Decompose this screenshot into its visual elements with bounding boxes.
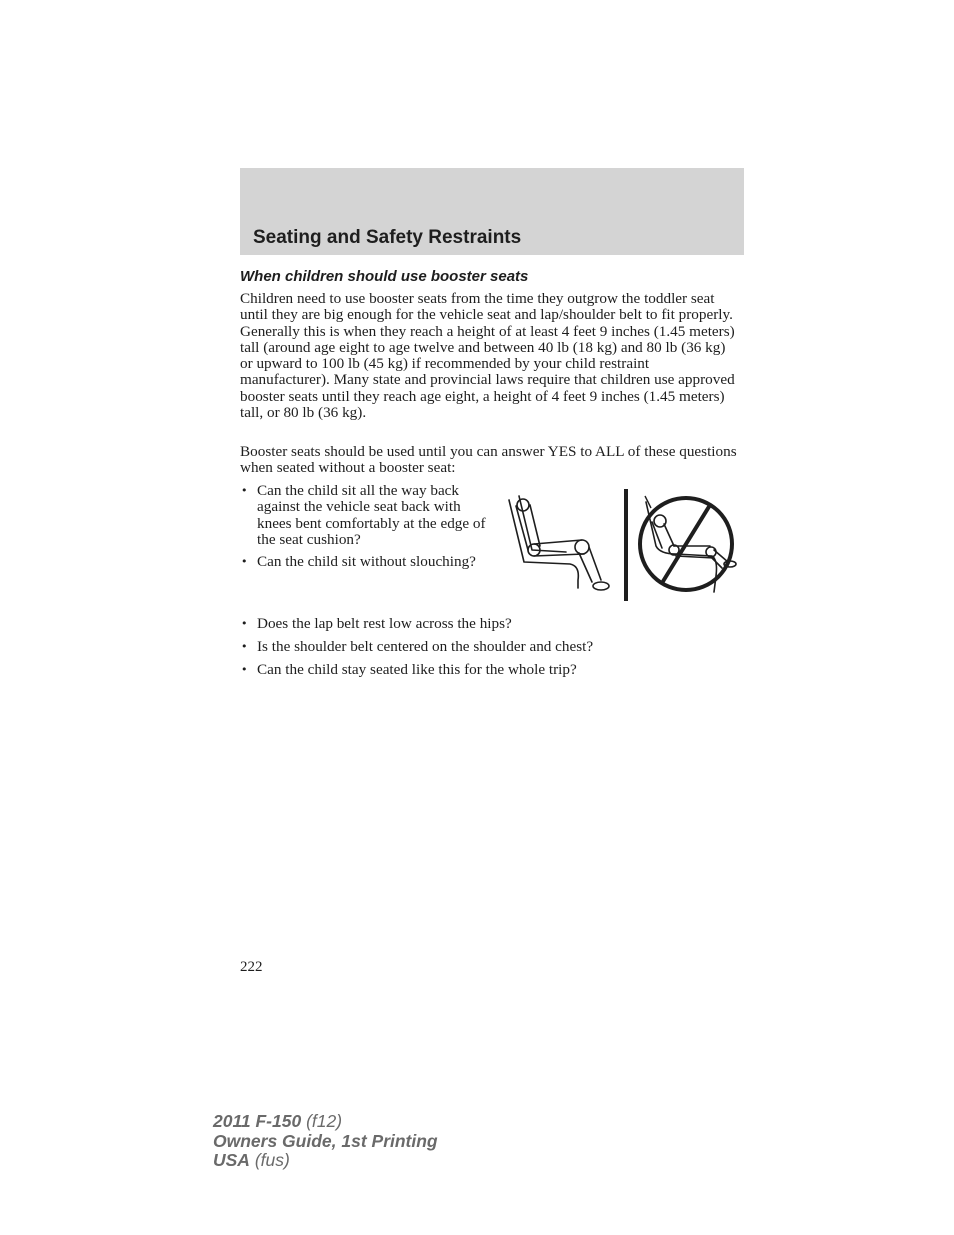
bullet-list-bottom bbox=[240, 616, 740, 685]
footer-line-market bbox=[213, 1151, 438, 1171]
divider-bar bbox=[624, 489, 628, 601]
footer-model-code: (f12) bbox=[306, 1111, 343, 1131]
correct-seating-figure bbox=[509, 496, 609, 590]
footer-edition: Owners Guide, 1st Printing bbox=[213, 1130, 438, 1151]
prohibition-icon bbox=[640, 498, 732, 590]
list-item: • Can the child sit all the way back against the vehicle seat back with knees bent comfortably at the edge of the seat cushion? bbox=[240, 483, 492, 548]
subheading: When children should use booster seats bbox=[240, 268, 529, 285]
footer-line-edition bbox=[213, 1132, 438, 1152]
list-item: • Can the child stay seated like this for the whole trip? bbox=[240, 662, 740, 678]
list-item: • Can the child sit without slouching? bbox=[240, 554, 492, 570]
footer-document-info bbox=[213, 1112, 438, 1171]
footer-market-code: (fus) bbox=[254, 1150, 290, 1170]
booster-seat-illustration bbox=[506, 488, 742, 602]
list-item: • Is the shoulder belt centered on the shoulder and chest? bbox=[240, 639, 740, 655]
list-item: • Does the lap belt rest low across the hips? bbox=[240, 616, 740, 632]
paragraph-intro: Children need to use booster seats from the time they outgrow the toddler seat until they are big enough for the vehicle seat and lap/shoulder belt to fit properly. Generally this is when they reach a height of at least 4 feet 9 inches (1.45 meters) tall (around age eight to age twelve and between 40 lb (18 kg) and 80 lb (36 kg) or upward to 100 lb (45 kg) if recommended by your child restraint manufacturer). Many state and provincial laws require that children use approved booster seats until they reach age eight, a height of 4 feet 9 inches (1.45 meters) tall, or 80 lb (36 kg). bbox=[240, 290, 735, 422]
section-title: Seating and Safety Restraints bbox=[253, 227, 522, 248]
bullet-list-top bbox=[240, 483, 492, 576]
footer-model: 2011 F-150 bbox=[213, 1111, 302, 1131]
footer-market: USA bbox=[213, 1150, 250, 1170]
page-number: 222 bbox=[240, 959, 263, 975]
footer-line-model bbox=[213, 1112, 438, 1132]
paragraph-questions: Booster seats should be used until you can answer YES to ALL of these questions when seated without a booster seat: bbox=[240, 443, 737, 477]
